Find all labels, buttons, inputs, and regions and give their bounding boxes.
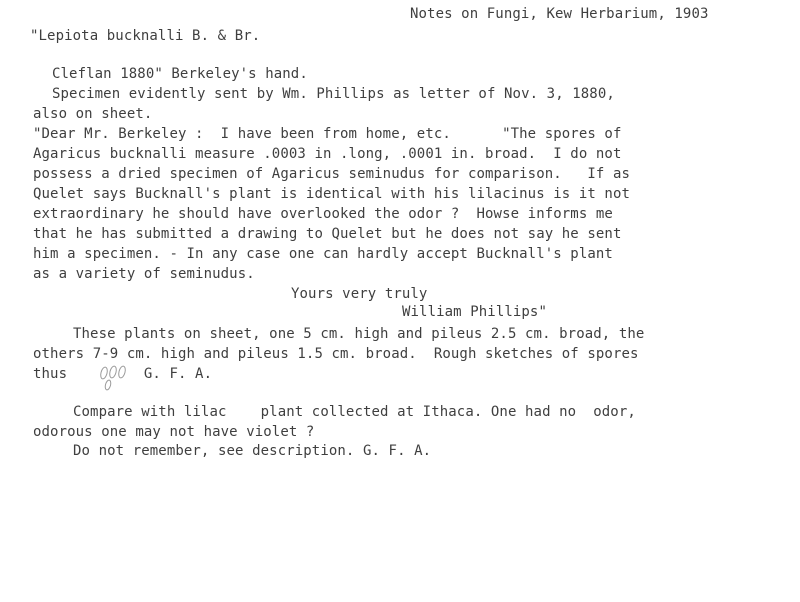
- text-line: Cleflan 1880" Berkeley's hand.: [52, 66, 308, 82]
- letter-line: Agaricus bucknalli measure .0003 in .long, .0001 in. broad. I do not: [33, 146, 622, 162]
- letter-line: "Dear Mr. Berkeley : I have been from home, etc. "The spores of: [33, 126, 622, 142]
- compare-line: Compare with lilac plant collected at Ithaca. One had no odor,: [73, 404, 636, 420]
- letter-line: as a variety of seminudus.: [33, 266, 255, 282]
- letter-salutation: Yours very truly: [291, 286, 428, 302]
- note-line: These plants on sheet, one 5 cm. high and pileus 2.5 cm. broad, the: [73, 326, 645, 342]
- text-line: Specimen evidently sent by Wm. Phillips as letter of Nov. 3, 1880,: [52, 86, 615, 102]
- compare-line: odorous one may not have violet ?: [33, 424, 315, 440]
- species-title: "Lepiota bucknalli B. & Br.: [30, 28, 261, 44]
- note-line: others 7-9 cm. high and pileus 1.5 cm. broad. Rough sketches of spores: [33, 346, 639, 362]
- spore-sketch: [96, 363, 136, 393]
- compare-line: Do not remember, see description. G. F. A.: [73, 443, 432, 459]
- note-line: thus G. F. A.: [33, 366, 213, 382]
- letter-line: extraordinary he should have overlooked the odor ? Howse informs me: [33, 206, 613, 222]
- letter-line: that he has submitted a drawing to Quelet but he does not say he sent: [33, 226, 622, 242]
- letter-line: Quelet says Bucknall's plant is identical with his lilacinus is it not: [33, 186, 631, 202]
- text-line: also on sheet.: [33, 106, 153, 122]
- document-header: Notes on Fungi, Kew Herbarium, 1903: [410, 6, 709, 22]
- letter-line: possess a dried specimen of Agaricus seminudus for comparison. If as: [33, 166, 631, 182]
- letter-signature: William Phillips": [402, 304, 547, 320]
- letter-line: him a specimen. - In any case one can hardly accept Bucknall's plant: [33, 246, 613, 262]
